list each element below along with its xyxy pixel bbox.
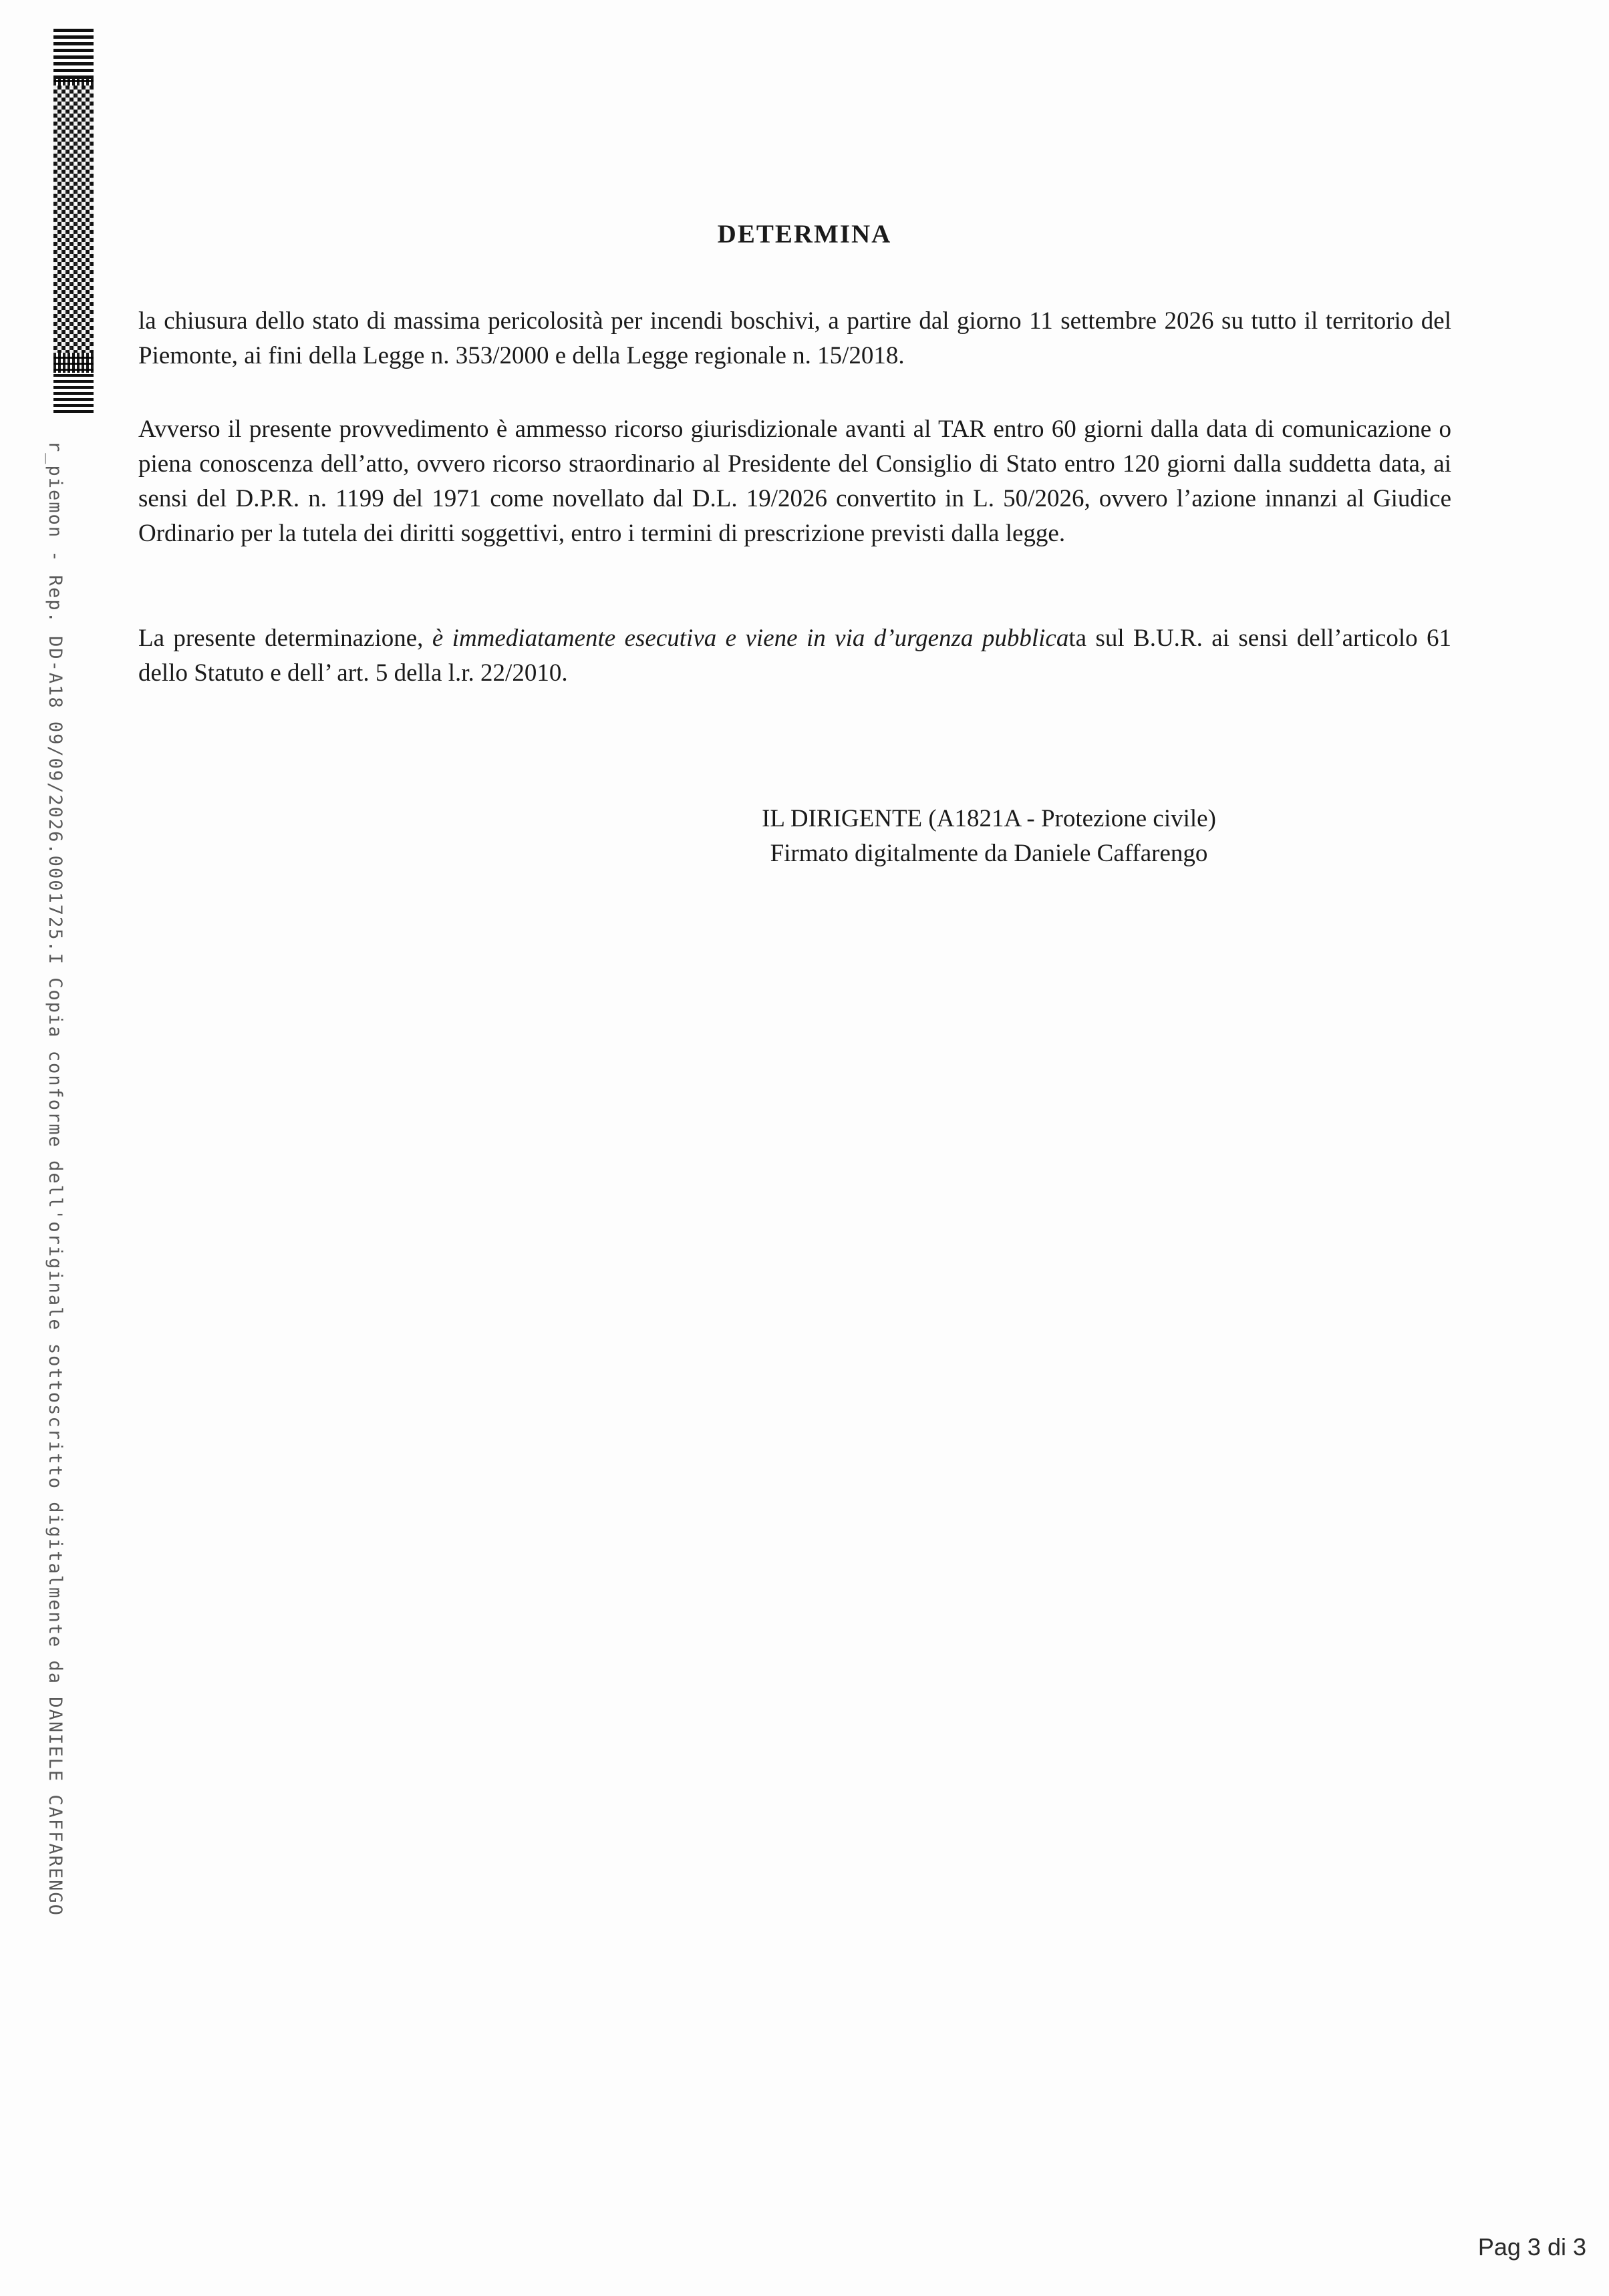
paragraph-appeal: Avverso il presente provvedimento è ammesso ricorso giurisdizionale avanti al TAR entro 60 giorni dalla data di comunicazione o piena conoscenza dell’atto, ovvero ricorso straordinario al Presidente del Consiglio di Stato entro 120 giorni dalla suddetta data, ai sensi del D.P.R. n. 1199 del 1971 come novellato dal D.L. 19/2026 convertito in L. 50/2026, ovvero l’azione innanzi al Giudice Ordinario per la tutela dei diritti soggettivi, entro i termini di prescrizione previsti dalla legge. [138,416,1451,547]
signature-role: IL DIRIGENTE (A1821A - Protezione civile) [762,805,1216,832]
signature-block [715,802,1263,871]
document-title: DETERMINA [717,220,892,249]
paragraph-execution-prefix: La presente determinazione, [138,625,432,652]
protocol-side-stamp: r_piemon - Rep. DD-A18 09/09/2026.0001725.I Copia conforme dell'originale sottoscritto digitalmente da DANIELE CAFFARENGO [45,441,65,1917]
paragraph-execution-italic: è immediatamente esecutiva e viene in via d’urgenza pubblica [432,625,1069,652]
page-number: Pag 3 di 3 [1477,2233,1586,2261]
signature-signer: Firmato digitalmente da Daniele Caffarengo [770,840,1208,867]
paragraph-execution [138,621,1451,691]
paragraph-determination: la chiusura dello stato di massima pericolosità per incendi boschivi, a partire dal giorno 11 settembre 2026 su tutto il territorio del Piemonte, ai fini della Legge n. 353/2000 e della Legge regionale n. 15/2018. [138,307,1451,369]
paragraph-execution-suffix: ta sul B.U.R. ai sensi dell’articolo 61 dello Statuto e dell’ art. 5 della l.r. 22/2010. [138,625,1452,687]
barcode-bars-top [53,25,94,79]
barcode-bars-bottom [53,373,94,413]
